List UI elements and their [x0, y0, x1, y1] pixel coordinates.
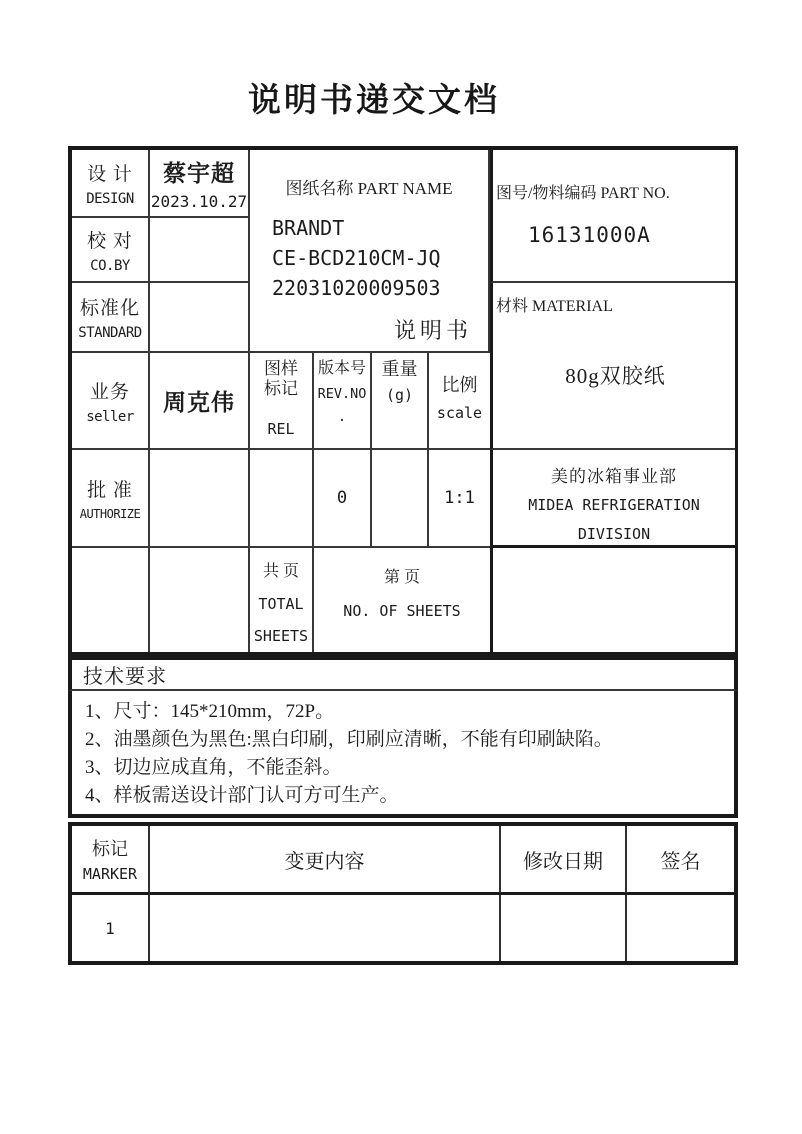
weight-label-cn: 重量 [381, 359, 418, 379]
total-sheets-cn: 共 页 [262, 563, 299, 580]
signature-header-cell [627, 826, 734, 895]
part-name-line3: 22031020009503 [272, 276, 441, 300]
part-no-value: 16131000A [528, 223, 651, 247]
standardization-label-cn: 标准化 [79, 298, 140, 319]
weight-value-cell [372, 450, 429, 548]
design-label-en: DESIGN [86, 191, 134, 207]
page-title: 说明书递交文档 [248, 83, 500, 119]
design-label-cn: 设 计 [87, 164, 133, 185]
marker-header-en: MARKER [82, 865, 138, 883]
part-name-line1: BRANDT [272, 216, 345, 240]
division-name-en2: DIVISION [577, 525, 651, 543]
doc-type-label: 说明书 [393, 318, 472, 343]
modify-date-cell [501, 895, 627, 961]
marker-header-cn: 标记 [92, 839, 128, 859]
tech-requirement-item: 2、油墨颜色为黑色:黑白印刷，印刷应清晰，不能有印刷缺陷。 [85, 729, 613, 750]
part-no-label: 图号/物料编码 PART NO. [496, 185, 670, 202]
total-sheets-en1: TOTAL [258, 595, 304, 613]
authorize-label-cn: 批 准 [87, 480, 133, 501]
change-content-header-cell [150, 826, 501, 895]
weight-label-en: (g) [385, 386, 414, 404]
tech-requirement-item: 3、切边应成直角，不能歪斜。 [85, 757, 342, 778]
division-cell [490, 450, 735, 548]
marker-value-cell [72, 895, 150, 961]
seller-name: 周克伟 [163, 390, 235, 415]
seller-label-en: seller [86, 408, 134, 425]
sheet-number-cn: 第 页 [383, 569, 420, 586]
part-name-line2: CE-BCD210CM-JQ [272, 246, 441, 270]
part-name-cell [250, 150, 490, 353]
standardization-label-en: STANDARD [78, 325, 142, 341]
marker-header-cell [72, 826, 150, 895]
seller-label-cn: 业务 [89, 381, 130, 403]
sheet-number-en: NO. OF SHEETS [343, 602, 461, 620]
authorize-value-cell [150, 450, 250, 548]
modify-date-header: 修改日期 [523, 850, 603, 873]
proofread-label-cell [72, 218, 150, 283]
part-name-label: 图纸名称 PART NAME [285, 179, 453, 198]
material-label: 材料 MATERIAL [496, 298, 613, 315]
authorize-label-en: AUTHORIZE [79, 507, 141, 521]
modify-date-header-cell [501, 826, 627, 895]
seller-value-cell [150, 353, 250, 450]
designer-name: 蔡宇超 [163, 161, 235, 186]
tech-requirements-body [68, 691, 738, 818]
division-name-cn: 美的冰箱事业部 [551, 467, 677, 486]
seller-label-cell [72, 353, 150, 450]
tech-requirement-item: 1、尺寸：145*210mm，72P。 [85, 701, 335, 722]
rel-label-en: REL [267, 420, 295, 438]
tech-requirements-heading: 技术要求 [83, 666, 167, 688]
scale-header-cell [429, 353, 490, 450]
standardization-label-cell [72, 283, 150, 353]
design-date: 2023.10.27 [150, 192, 248, 211]
scale-value-cell [429, 450, 490, 548]
change-content-header: 变更内容 [284, 850, 365, 873]
revision-table [68, 822, 738, 965]
rel-label-cn2: 标记 [264, 379, 298, 398]
revision-value-cell [314, 450, 372, 548]
scale-value: 1:1 [444, 488, 475, 508]
signature-header: 签名 [660, 850, 701, 873]
standardization-value-cell [150, 283, 250, 353]
marker-value: 1 [105, 918, 115, 938]
empty-cell [72, 548, 150, 652]
empty-cell [150, 548, 250, 652]
revision-label-dot: . [337, 409, 347, 425]
designer-cell [150, 150, 250, 218]
part-no-cell [490, 150, 735, 283]
rel-header-cell [250, 353, 314, 450]
proofread-label-cn: 校 对 [87, 230, 133, 252]
tech-requirements-header [68, 656, 738, 691]
design-label-cell [72, 150, 150, 218]
material-cell [490, 283, 735, 450]
proofread-label-en: CO.BY [90, 257, 130, 274]
revision-label-en: REV.NO [317, 386, 367, 402]
info-table [68, 146, 738, 656]
rel-value-cell [250, 450, 314, 548]
authorize-label-cell [72, 450, 150, 548]
revision-label-cn: 版本号 [317, 360, 366, 377]
material-value: 80g双胶纸 [565, 364, 666, 388]
total-sheets-en2: SHEETS [253, 627, 309, 645]
proofread-value-cell [150, 218, 250, 283]
total-sheets-cell [250, 548, 314, 652]
revision-value: 0 [336, 488, 348, 508]
sheet-number-cell [314, 548, 490, 652]
rel-label-cn1: 图样 [264, 359, 298, 378]
change-content-cell [150, 895, 501, 961]
weight-header-cell [372, 353, 429, 450]
signature-cell [627, 895, 734, 961]
tech-requirement-item: 4、样板需送设计部门认可方可生产。 [85, 785, 399, 806]
division-name-en1: MIDEA REFRIGERATION [528, 496, 700, 514]
scale-label-cn: 比例 [441, 375, 478, 395]
scale-label-en: scale [436, 404, 483, 422]
empty-cell [490, 548, 735, 652]
revision-header-cell [314, 353, 372, 450]
